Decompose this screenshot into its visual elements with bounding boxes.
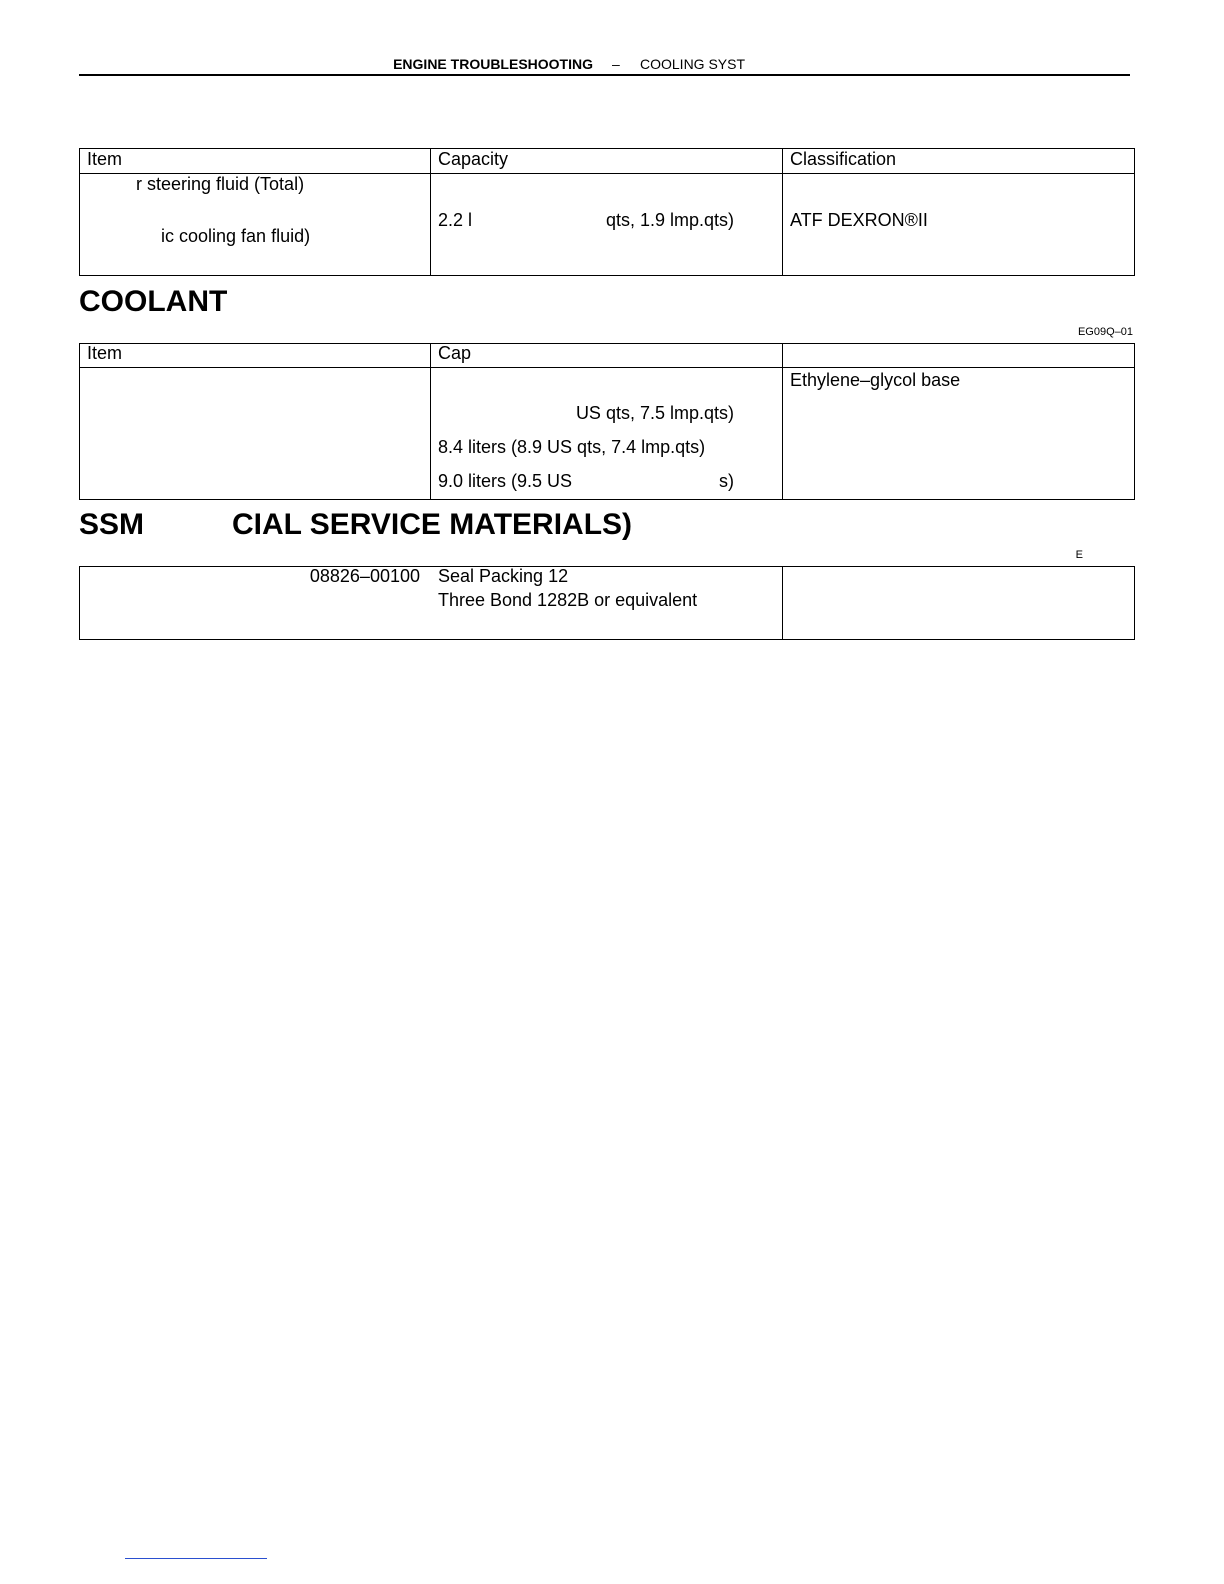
ssm-table-col-divider	[782, 566, 783, 640]
coolant-table-col-divider-1	[430, 343, 431, 500]
fluid-table	[79, 148, 1135, 276]
fluid-capacity-part1: 2.2 l	[438, 210, 473, 230]
fluid-item-line1: r steering fluid (Total)	[136, 174, 305, 194]
coolant-col-capacity-header: Cap	[438, 343, 472, 363]
coolant-table-header-rule	[79, 367, 1135, 368]
header-rule	[79, 74, 1130, 76]
ssm-name-line1: Seal Packing 12	[438, 566, 569, 586]
footer-link-underline[interactable]	[125, 1558, 267, 1559]
ssm-code: E	[1075, 549, 1083, 561]
ssm-part-number: 08826–00100	[309, 566, 420, 586]
ssm-title-part1: SSM	[79, 508, 145, 541]
coolant-classification: Ethylene–glycol base	[790, 370, 961, 390]
coolant-capacity-row1: US qts, 7.5 lmp.qts)	[575, 403, 734, 423]
fluid-table-col-divider-1	[430, 148, 431, 276]
coolant-capacity-row2: 8.4 liters (8.9 US qts, 7.4 lmp.qts)	[438, 437, 706, 457]
fluid-classification: ATF DEXRON®II	[790, 210, 928, 230]
fluid-capacity-part2: qts, 1.9 lmp.qts)	[605, 210, 734, 230]
coolant-capacity-row3-part1: 9.0 liters (9.5 US	[438, 471, 573, 491]
coolant-table	[79, 343, 1135, 500]
ssm-name-line2: Three Bond 1282B or equivalent	[438, 590, 698, 610]
header-separator: –	[612, 56, 620, 72]
fluid-item-line2: ic cooling fan fluid)	[161, 226, 311, 246]
ssm-title-part2: CIAL SERVICE MATERIALS)	[232, 508, 633, 541]
coolant-title: COOLANT	[79, 285, 228, 318]
fluid-col-item-header: Item	[87, 149, 123, 169]
fluid-col-classification-header: Classification	[790, 149, 897, 169]
fluid-table-col-divider-2	[782, 148, 783, 276]
fluid-col-capacity-header: Capacity	[438, 149, 509, 169]
header-section: ENGINE TROUBLESHOOTING	[393, 56, 593, 72]
coolant-col-item-header: Item	[87, 343, 123, 363]
ssm-table	[79, 566, 1135, 640]
coolant-capacity-row3-part2: s)	[719, 471, 734, 491]
coolant-table-col-divider-2	[782, 343, 783, 500]
header-subsection: COOLING SYST	[640, 56, 746, 72]
coolant-code: EG09Q–01	[1077, 326, 1133, 338]
